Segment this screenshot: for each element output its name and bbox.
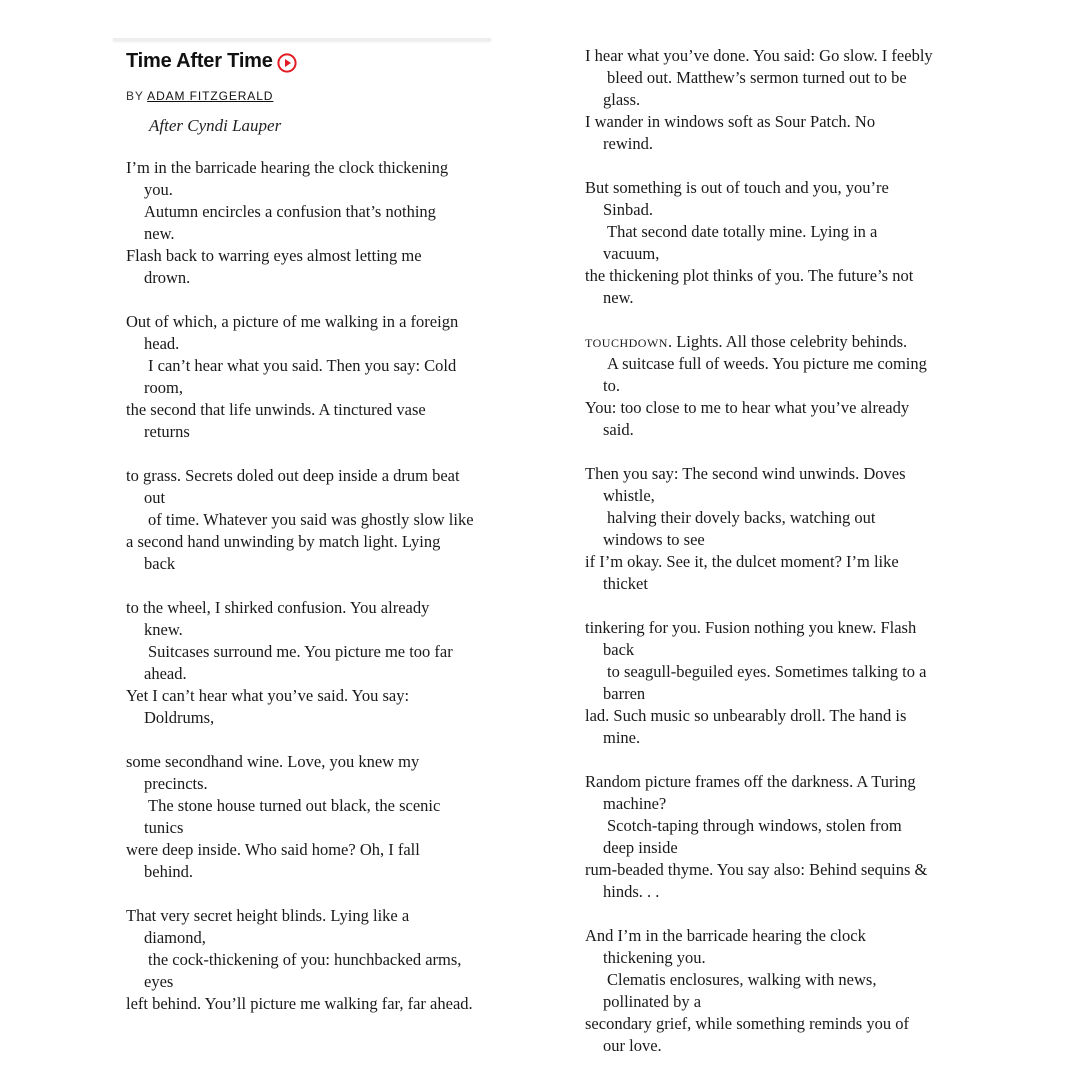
poem-line: Doldrums,	[144, 708, 215, 727]
stanza	[585, 617, 933, 749]
stanza	[585, 331, 933, 441]
poem-line: But something is out of touch and you, you’re	[585, 178, 889, 197]
poem-line: I wander in windows soft as Sour Patch. No	[585, 112, 876, 131]
poem-line: a second hand unwinding by match light. Lying	[126, 532, 441, 551]
poem-title: Time After Time	[126, 50, 273, 72]
poem-line: machine?	[603, 794, 667, 813]
poem-line: new.	[603, 288, 634, 307]
poem-line: to seagull-beguiled eyes. Sometimes talking to a	[607, 662, 927, 681]
poem-line: That second date totally mine. Lying in a	[607, 222, 878, 241]
poem-line: precincts.	[144, 774, 208, 793]
poem-line: to grass. Secrets doled out deep inside a drum beat	[126, 466, 460, 485]
poem-line: room,	[144, 378, 183, 397]
byline	[126, 89, 273, 103]
poem-line: whistle,	[603, 486, 655, 505]
poem-line: eyes	[144, 972, 174, 991]
poem-line: Flash back to warring eyes almost letting me	[126, 246, 422, 265]
stanza	[585, 925, 933, 1057]
line-rest: . Lights. All those celebrity behinds.	[667, 332, 908, 351]
poem-line: Clematis enclosures, walking with news,	[607, 970, 877, 989]
poem-line: drown.	[144, 268, 191, 287]
poem-line: out	[144, 488, 166, 507]
poem-line: to the wheel, I shirked confusion. You already	[126, 598, 430, 617]
poem-line: Random picture frames off the darkness. A Turing	[585, 772, 916, 791]
poem-line: bleed out. Matthew’s sermon turned out to be	[607, 68, 907, 87]
poem-line: rewind.	[603, 134, 653, 153]
stanza	[126, 751, 474, 883]
poem-line: new.	[144, 224, 175, 243]
epigraph: After Cyndi Lauper	[149, 116, 282, 135]
title-row	[126, 50, 297, 73]
poem-line: Autumn encircles a confusion that’s nothing	[144, 202, 436, 221]
poem-line: deep inside	[603, 838, 678, 857]
poem-line	[585, 331, 933, 353]
poem-line: pollinated by a	[603, 992, 702, 1011]
play-circle-icon[interactable]	[277, 53, 297, 73]
poem-line: I hear what you’ve done. You said: Go slow. I feebly	[585, 46, 933, 65]
poem-line: left behind. You’ll picture me walking far, far ahead.	[126, 994, 473, 1013]
touchdown-smallcaps: touchdown	[585, 332, 668, 351]
poem-line: lad. Such music so unbearably droll. The hand is	[585, 706, 907, 725]
poem-line: rum-beaded thyme. You say also: Behind sequins &	[585, 860, 928, 879]
stanza	[585, 45, 933, 155]
poem-line: returns	[144, 422, 190, 441]
poem-line: some secondhand wine. Love, you knew my	[126, 752, 420, 771]
poem-line: you.	[144, 180, 173, 199]
poem-line: mine.	[603, 728, 641, 747]
poem-line: barren	[603, 684, 646, 703]
poem-line: back	[144, 554, 176, 573]
poem-line: said.	[603, 420, 634, 439]
poem-line: were deep inside. Who said home? Oh, I fall	[126, 840, 420, 859]
poem-line: knew.	[144, 620, 183, 639]
poem-right-column	[585, 45, 933, 1079]
poem-line: vacuum,	[603, 244, 660, 263]
poem-line: the second that life unwinds. A tinctured vase	[126, 400, 426, 419]
stanza	[126, 905, 474, 1015]
by-label: BY	[126, 89, 144, 103]
author-link[interactable]: ADAM FITZGERALD	[147, 89, 274, 103]
poem-line: windows to see	[603, 530, 705, 549]
poem-line: diamond,	[144, 928, 206, 947]
poem-left-column	[126, 157, 474, 1037]
poem-line: Yet I can’t hear what you’ve said. You say:	[126, 686, 410, 705]
poem-line: if I’m okay. See it, the dulcet moment? I’m like	[585, 552, 899, 571]
stanza	[126, 597, 474, 729]
poem-line: tinkering for you. Fusion nothing you knew. Flash	[585, 618, 917, 637]
poem-line: tunics	[144, 818, 184, 837]
stanza	[585, 771, 933, 903]
poem-line: Sinbad.	[603, 200, 653, 219]
poem-line: thicket	[603, 574, 648, 593]
poem-line: hinds. . .	[603, 882, 660, 901]
poem-line: Then you say: The second wind unwinds. Doves	[585, 464, 906, 483]
poem-line: You: too close to me to hear what you’ve already	[585, 398, 910, 417]
poem-line: That very secret height blinds. Lying like a	[126, 906, 410, 925]
poem-line: ahead.	[144, 664, 187, 683]
poem-line: behind.	[144, 862, 194, 881]
header-divider	[113, 38, 491, 41]
poem-line: Out of which, a picture of me walking in a foreign	[126, 312, 459, 331]
poem-line: A suitcase full of weeds. You picture me coming	[607, 354, 927, 373]
poem-line: head.	[144, 334, 180, 353]
poem-line: to.	[603, 376, 620, 395]
stanza	[585, 463, 933, 595]
stanza	[126, 157, 474, 289]
stanza	[585, 177, 933, 309]
poem-line: glass.	[603, 90, 641, 109]
poem-line: halving their dovely backs, watching out	[607, 508, 876, 527]
poem-line: thickening you.	[603, 948, 706, 967]
poem-line: Suitcases surround me. You picture me too far	[148, 642, 453, 661]
poem-line: And I’m in the barricade hearing the clock	[585, 926, 866, 945]
stanza	[126, 465, 474, 575]
stanza	[126, 311, 474, 443]
poem-line: the thickening plot thinks of you. The future’s not	[585, 266, 914, 285]
poem-line: the cock-thickening of you: hunchbacked arms,	[148, 950, 462, 969]
poem-line: secondary grief, while something reminds you of	[585, 1014, 909, 1033]
poem-line: The stone house turned out black, the scenic	[148, 796, 441, 815]
poem-line: our love.	[603, 1036, 662, 1055]
poem-line: I’m in the barricade hearing the clock thickening	[126, 158, 449, 177]
poem-line: Scotch-taping through windows, stolen from	[607, 816, 902, 835]
poem-line: back	[603, 640, 635, 659]
poem-line: of time. Whatever you said was ghostly slow like	[148, 510, 474, 529]
poem-line: I can’t hear what you said. Then you say: Cold	[148, 356, 457, 375]
